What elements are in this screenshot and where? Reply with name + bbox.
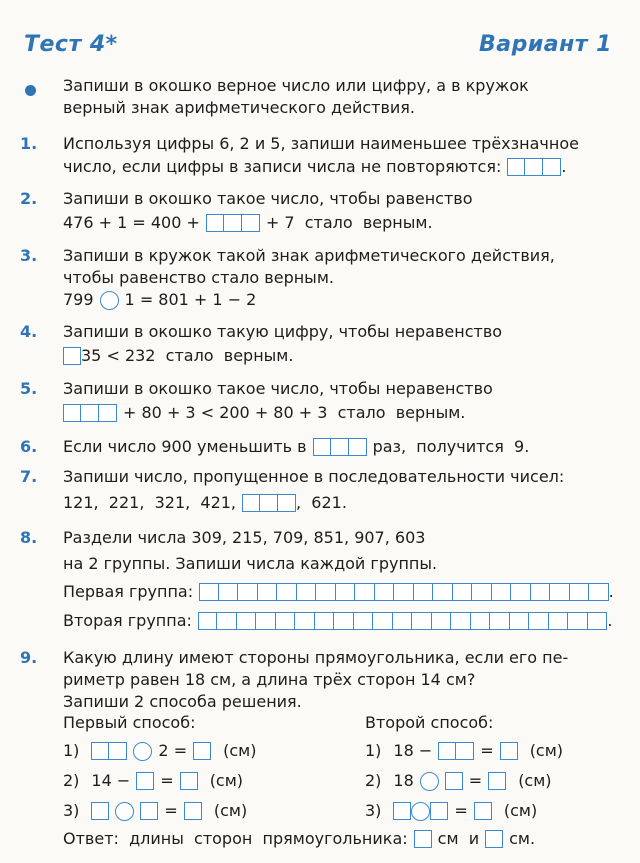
answer-cell[interactable] [295, 612, 315, 630]
answer-box-group[interactable] [63, 404, 117, 422]
task-1-line-2: число, если цифры в записи числа не повторяются: . [63, 157, 567, 176]
task-number-7: 7. [20, 467, 38, 486]
task-number-4: 4. [20, 322, 38, 341]
answer-cell[interactable] [588, 612, 608, 630]
answer-cell[interactable] [414, 583, 434, 601]
answer-circle[interactable] [411, 802, 430, 821]
answer-circle[interactable] [100, 291, 119, 310]
answer-cell[interactable] [589, 583, 609, 601]
task-4-line-1: Запиши в окошко такую цифру, чтобы неравенство [63, 322, 503, 341]
task-2-line-2: 476 + 1 = 400 + + 7 стало верным. [63, 213, 433, 232]
answer-cell[interactable] [510, 612, 530, 630]
answer-box[interactable] [393, 802, 411, 820]
answer-box[interactable] [109, 742, 127, 760]
answer-box[interactable] [63, 404, 81, 422]
answer-cell[interactable] [315, 612, 335, 630]
answer-box[interactable] [91, 802, 109, 820]
task-4-line-2: 35 < 232 стало верным. [63, 346, 293, 366]
task-number-2: 2. [20, 189, 38, 208]
answer-cell[interactable] [451, 612, 471, 630]
answer-box-group[interactable] [206, 214, 260, 232]
task-9-line-1: Какую длину имеют стороны прямоугольника, если его пе- [63, 648, 569, 667]
task-7-line-1: Запиши число, пропущенное в последовательности чисел: [63, 467, 565, 486]
answer-box-group[interactable] [507, 158, 561, 176]
answer-circle[interactable] [420, 772, 439, 791]
answer-cell[interactable] [394, 583, 414, 601]
answer-cell[interactable] [412, 612, 432, 630]
task-9-line-3: Запиши 2 способа решения. [63, 692, 302, 711]
answer-cell[interactable] [237, 612, 257, 630]
answer-box-group[interactable] [438, 742, 474, 760]
answer-cell[interactable] [570, 583, 590, 601]
answer-box-group[interactable] [242, 494, 296, 512]
answer-box[interactable] [91, 742, 109, 760]
way-2-title: Второй способ: [365, 713, 494, 732]
answer-box[interactable] [184, 802, 202, 820]
test-title: Тест 4* [24, 32, 118, 57]
answer-cell[interactable] [334, 612, 354, 630]
answer-box[interactable] [543, 158, 561, 176]
way-1-step-2: 2) 14 − = (см) [63, 771, 244, 790]
answer-box[interactable] [445, 772, 463, 790]
answer-cell[interactable] [256, 612, 276, 630]
answer-box[interactable] [525, 158, 543, 176]
answer-box[interactable] [488, 772, 506, 790]
answer-cell[interactable] [373, 612, 393, 630]
answer-box-group[interactable] [313, 438, 367, 456]
answer-cell[interactable] [490, 612, 510, 630]
answer-box[interactable] [430, 802, 448, 820]
answer-box[interactable] [180, 772, 198, 790]
bullet-icon [25, 85, 36, 96]
task-number-6: 6. [20, 437, 38, 456]
answer-cell[interactable] [276, 612, 296, 630]
answer-box[interactable] [81, 404, 99, 422]
answer-cell[interactable] [355, 583, 375, 601]
task-number-1: 1. [20, 134, 38, 153]
answer-box[interactable] [485, 830, 503, 848]
way-2-step-1: 1) 18 − = (см) [365, 741, 564, 760]
answer-cell[interactable] [471, 612, 491, 630]
answer-box[interactable] [242, 214, 260, 232]
variant-title: Вариант 1 [478, 32, 612, 57]
task-3-line-2: чтобы равенство стало верным. [63, 268, 334, 287]
answer-cell[interactable] [336, 583, 356, 601]
answer-circle[interactable] [133, 742, 152, 761]
answer-cell[interactable] [199, 583, 219, 601]
answer-box[interactable] [507, 158, 525, 176]
task-9-line-2: риметр равен 18 см, а длина трёх сторон 14 см? [63, 670, 476, 689]
task-3-line-1: Запиши в кружок такой знак арифметического действия, [63, 246, 555, 265]
task-8-line-2: на 2 группы. Запиши числа каждой группы. [63, 554, 438, 573]
answer-cell[interactable] [297, 583, 317, 601]
way-1-step-3: 3) = (см) [63, 801, 248, 820]
answer-cell[interactable] [529, 612, 549, 630]
answer-cell[interactable] [472, 583, 492, 601]
intro-line-1: Запиши в окошко верное число или цифру, а в кружок [63, 76, 529, 95]
task-3-line-3: 799 1 = 801 + 1 − 2 [63, 290, 257, 309]
answer-box[interactable] [260, 494, 278, 512]
group-1-answer-strip[interactable] [199, 583, 609, 601]
answer-cell[interactable] [549, 612, 569, 630]
answer-box[interactable] [224, 214, 242, 232]
answer-line: Ответ: длины сторон прямоугольника: см и см. [63, 829, 536, 848]
task-number-3: 3. [20, 246, 38, 265]
group-2-answer-strip[interactable] [198, 612, 608, 630]
answer-box[interactable] [313, 438, 331, 456]
answer-cell[interactable] [511, 583, 531, 601]
answer-cell[interactable] [492, 583, 512, 601]
answer-circle[interactable] [115, 802, 134, 821]
way-1-step-1: 1) 2 = (см) [63, 741, 257, 760]
answer-cell[interactable] [238, 583, 258, 601]
answer-box[interactable] [500, 742, 518, 760]
answer-cell[interactable] [531, 583, 551, 601]
task-7-line-2: 121, 221, 321, 421, , 621. [63, 493, 347, 512]
task-number-5: 5. [20, 379, 38, 398]
answer-cell[interactable] [375, 583, 395, 601]
answer-box[interactable] [414, 830, 432, 848]
answer-cell[interactable] [568, 612, 588, 630]
group-1-row: Первая группа: . [63, 582, 614, 601]
answer-cell[interactable] [453, 583, 473, 601]
answer-box[interactable] [140, 802, 158, 820]
way-2-step-2: 2) 18 = (см) [365, 771, 552, 790]
task-2-line-1: Запиши в окошко такое число, чтобы равенство [63, 189, 473, 208]
task-1-line-1: Используя цифры 6, 2 и 5, запиши наименьшее трёхзначное [63, 134, 579, 153]
answer-cell[interactable] [277, 583, 297, 601]
task-8-line-1: Раздели числа 309, 215, 709, 851, 907, 603 [63, 528, 426, 547]
way-1-title: Первый способ: [63, 713, 196, 732]
answer-cell[interactable] [217, 612, 237, 630]
task-5-line-1: Запиши в окошко такое число, чтобы неравенство [63, 379, 493, 398]
answer-cell[interactable] [393, 612, 413, 630]
answer-box[interactable] [438, 742, 456, 760]
answer-box[interactable] [474, 802, 492, 820]
group-2-row: Вторая группа: . [63, 611, 613, 630]
answer-box[interactable] [331, 438, 349, 456]
answer-cell[interactable] [433, 583, 453, 601]
answer-box[interactable] [242, 494, 260, 512]
way-2-step-3: 3) = (см) [365, 801, 538, 820]
answer-box[interactable] [206, 214, 224, 232]
answer-box[interactable] [349, 438, 367, 456]
answer-box[interactable] [278, 494, 296, 512]
task-number-8: 8. [20, 528, 38, 547]
answer-box[interactable] [63, 347, 81, 365]
intro-line-2: верный знак арифметического действия. [63, 98, 415, 117]
answer-cell[interactable] [258, 583, 278, 601]
answer-box[interactable] [136, 772, 154, 790]
answer-box-group[interactable] [91, 742, 127, 760]
answer-cell[interactable] [316, 583, 336, 601]
answer-cell[interactable] [198, 612, 218, 630]
answer-cell[interactable] [550, 583, 570, 601]
answer-box[interactable] [99, 404, 117, 422]
answer-cell[interactable] [219, 583, 239, 601]
task-number-9: 9. [20, 648, 38, 667]
answer-box[interactable] [456, 742, 474, 760]
task-5-line-2: + 80 + 3 < 200 + 80 + 3 стало верным. [63, 403, 465, 423]
answer-cell[interactable] [354, 612, 374, 630]
task-6-line-1: Если число 900 уменьшить в раз, получится 9. [63, 437, 530, 456]
answer-cell[interactable] [432, 612, 452, 630]
answer-box[interactable] [193, 742, 211, 760]
